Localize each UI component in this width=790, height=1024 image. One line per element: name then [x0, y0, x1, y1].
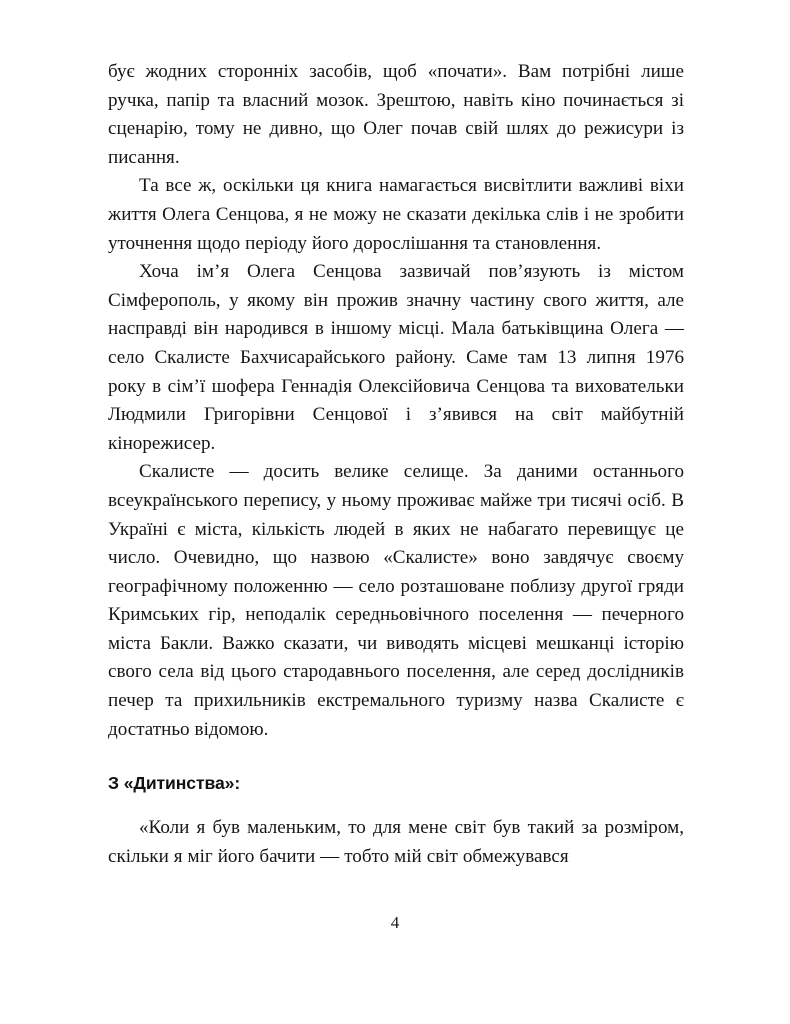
body-paragraph-4: Скалисте — досить велике селище. За даними останнього всеукраїнського перепису, у ньому проживає майже три тисячі осіб. В Україні є міста, кількість людей в яких не набагато перевищує це число. Очевидно, що назвою «Скалисте» воно завдячує своєму географічному положенню — село розташоване поблизу другої гряди Кримських гір, неподалік середньовічного поселення — печерного міста Бакли. Важко сказати, чи виводять місцеві мешканці історію свого села від цього стародавнього поселення, але серед дослідників печер та прихильників екстремального туризму назва Скалисте є достатньо відомою. [108, 461, 684, 740]
section-heading-dytynstva: З «Дитинства»: [108, 773, 241, 794]
page-text-block [108, 58, 684, 871]
body-paragraph-3: Хоча ім’я Олега Сенцова зазвичай пов’язують із містом Сімферополь, у якому він прожив значну частину свого життя, але насправді він народився в іншому місці. Мала батьківщина Олега — село Скалисте Бахчисарайського району. Саме там 13 липня 1976 року в сім’ї шофера Геннадія Олексійовича Сенцова та виховательки Людмили Григорівни Сенцової і з’явився на світ майбутній кінорежисер. [108, 261, 684, 454]
body-paragraph-1: бує жодних сторонніх засобів, щоб «почати». Вам потрібні лише ручка, папір та власний мозок. Зрештою, навіть кіно починається зі сценарію, тому не дивно, що Олег почав свій шлях до режисури із писання. [108, 61, 684, 168]
quote-paragraph: «Коли я був маленьким, то для мене світ був такий за розміром, скільки я міг його бачити — тобто мій світ обмежувався [108, 817, 684, 867]
heading-spacer-bottom [108, 795, 684, 814]
page-number: 4 [390, 913, 400, 932]
body-paragraph-2: Та все ж, оскільки ця книга намагається висвітлити важливі віхи життя Олега Сенцова, я не можу не сказати декілька слів і не зробити уточнення щодо періоду його дорослішання та становлення. [108, 175, 684, 254]
heading-spacer-top [108, 744, 684, 771]
